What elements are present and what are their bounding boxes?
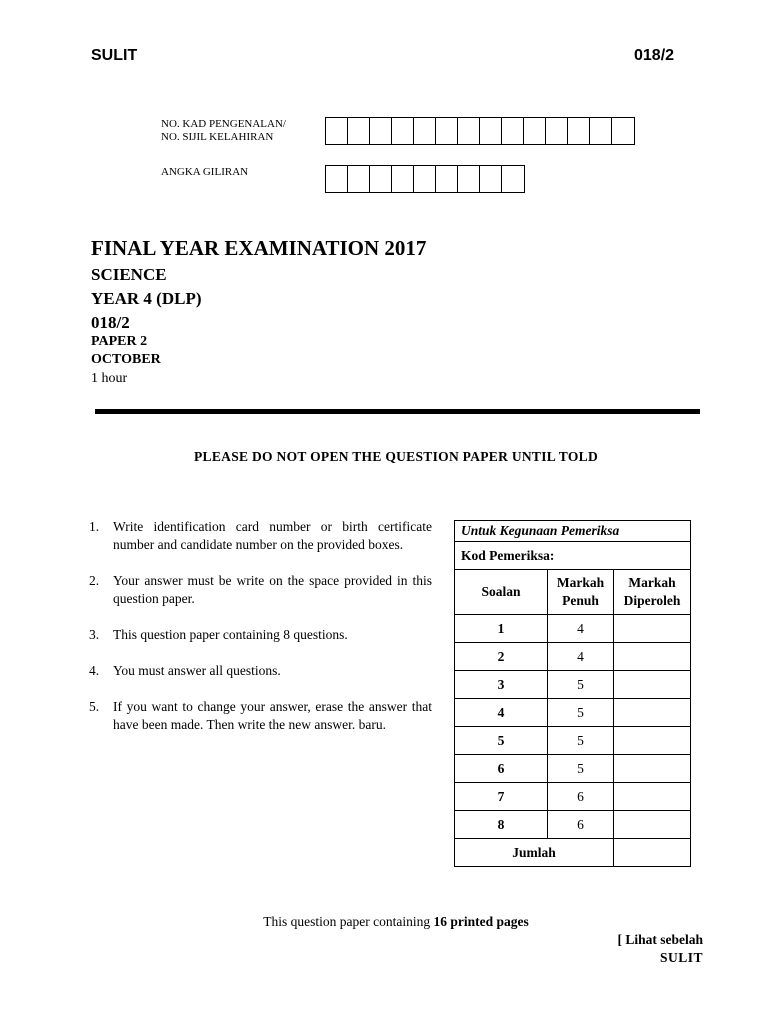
ic-digit-box[interactable] xyxy=(568,118,590,144)
ic-digit-box[interactable] xyxy=(436,118,458,144)
question-number-cell: 6 xyxy=(455,755,548,783)
full-marks-cell: 5 xyxy=(548,699,614,727)
ic-digit-box[interactable] xyxy=(546,118,568,144)
full-marks-cell: 6 xyxy=(548,783,614,811)
table-row xyxy=(455,727,691,755)
question-number-cell: 1 xyxy=(455,615,548,643)
turn-over-note: [ Lihat sebelah xyxy=(617,932,703,947)
candidate-digit-box[interactable] xyxy=(436,166,458,192)
candidate-digit-box[interactable] xyxy=(326,166,348,192)
table-row xyxy=(455,755,691,783)
marks-obtained-cell[interactable] xyxy=(614,727,691,755)
full-marks-cell: 4 xyxy=(548,615,614,643)
examiner-marks-table xyxy=(454,520,691,867)
classification-header: SULIT xyxy=(91,47,138,64)
candidate-digit-box[interactable] xyxy=(414,166,436,192)
marks-obtained-cell[interactable] xyxy=(614,811,691,839)
question-number-cell: 7 xyxy=(455,783,548,811)
marks-rows xyxy=(455,615,691,839)
table-row xyxy=(455,671,691,699)
total-marks-cell[interactable] xyxy=(614,839,691,867)
instruction-number: 2. xyxy=(89,573,100,588)
instruction-number: 3. xyxy=(89,627,100,642)
full-marks-cell: 6 xyxy=(548,811,614,839)
instruction-text: This question paper containing 8 questions. xyxy=(113,627,348,642)
exam-title: FINAL YEAR EXAMINATION 2017 xyxy=(91,236,427,260)
candidate-digit-box[interactable] xyxy=(370,166,392,192)
ic-digit-box[interactable] xyxy=(590,118,612,144)
instruction-item xyxy=(89,698,432,734)
full-marks-cell: 5 xyxy=(548,727,614,755)
table-row xyxy=(455,643,691,671)
full-marks-cell: 4 xyxy=(548,643,614,671)
warning-notice: PLEASE DO NOT OPEN THE QUESTION PAPER UNTIL TOLD xyxy=(194,449,598,464)
ic-digit-box[interactable] xyxy=(348,118,370,144)
column-header-full-marks: Markah Penuh xyxy=(548,570,614,615)
instruction-item xyxy=(89,626,432,644)
question-number-cell: 5 xyxy=(455,727,548,755)
ic-digit-box[interactable] xyxy=(326,118,348,144)
full-marks-cell: 5 xyxy=(548,671,614,699)
divider-rule xyxy=(95,409,700,414)
table-row xyxy=(455,699,691,727)
examiner-code-label: Kod Pemeriksa: xyxy=(455,542,691,570)
candidate-digit-box[interactable] xyxy=(502,166,524,192)
exam-duration: 1 hour xyxy=(91,371,128,386)
marks-obtained-cell[interactable] xyxy=(614,699,691,727)
question-number-cell: 8 xyxy=(455,811,548,839)
instruction-item xyxy=(89,518,432,554)
ic-digit-box[interactable] xyxy=(502,118,524,144)
subject-title: SCIENCE xyxy=(91,265,167,284)
table-row xyxy=(455,811,691,839)
total-label: Jumlah xyxy=(455,839,614,867)
instructions-list xyxy=(89,518,432,752)
ic-digit-box[interactable] xyxy=(458,118,480,144)
table-row xyxy=(455,783,691,811)
examiner-heading: Untuk Kegunaan Pemeriksa xyxy=(455,521,691,542)
table-row xyxy=(455,615,691,643)
instruction-text: If you want to change your answer, erase the answer that have been made. Then write the new answer. baru. xyxy=(113,699,432,732)
ic-digit-box[interactable] xyxy=(612,118,634,144)
marks-obtained-cell[interactable] xyxy=(614,755,691,783)
ic-digit-box[interactable] xyxy=(480,118,502,144)
question-number-cell: 3 xyxy=(455,671,548,699)
instruction-text: Your answer must be write on the space provided in this question paper. xyxy=(113,573,432,606)
instruction-number: 4. xyxy=(89,663,100,678)
ic-digit-box[interactable] xyxy=(414,118,436,144)
paper-number: PAPER 2 xyxy=(91,334,148,349)
full-marks-cell: 5 xyxy=(548,755,614,783)
candidate-number-label: ANGKA GILIRAN xyxy=(161,166,249,178)
marks-obtained-cell[interactable] xyxy=(614,643,691,671)
question-number-cell: 4 xyxy=(455,699,548,727)
candidate-digit-box[interactable] xyxy=(458,166,480,192)
ic-digit-box[interactable] xyxy=(524,118,546,144)
instruction-number: 1. xyxy=(89,519,100,534)
candidate-digit-box[interactable] xyxy=(348,166,370,192)
ic-digit-box[interactable] xyxy=(392,118,414,144)
candidate-digit-box[interactable] xyxy=(480,166,502,192)
page-count-note: This question paper containing 16 printed pages xyxy=(263,914,529,929)
ic-number-label: NO. KAD PENGENALAN/ NO. SIJIL KELAHIRAN xyxy=(161,118,286,143)
question-number-cell: 2 xyxy=(455,643,548,671)
marks-obtained-cell[interactable] xyxy=(614,671,691,699)
column-header-marks-obtained: Markah Diperoleh xyxy=(614,570,691,615)
column-header-question: Soalan xyxy=(455,570,548,615)
candidate-digit-box[interactable] xyxy=(392,166,414,192)
exam-month: OCTOBER xyxy=(91,352,161,367)
marks-obtained-cell[interactable] xyxy=(614,615,691,643)
paper-code-header: 018/2 xyxy=(634,47,675,64)
classification-footer: SULIT xyxy=(659,950,703,965)
ic-number-boxes[interactable] xyxy=(325,117,635,145)
marks-obtained-cell[interactable] xyxy=(614,783,691,811)
paper-code: 018/2 xyxy=(91,313,130,332)
ic-digit-box[interactable] xyxy=(370,118,392,144)
year-title: YEAR 4 (DLP) xyxy=(91,289,202,308)
candidate-number-boxes[interactable] xyxy=(325,165,525,193)
instruction-item xyxy=(89,572,432,608)
instruction-number: 5. xyxy=(89,699,100,714)
instruction-text: Write identification card number or birth certificate number and candidate number on the provided boxes. xyxy=(113,519,432,552)
instruction-text: You must answer all questions. xyxy=(113,663,281,678)
instruction-item xyxy=(89,662,432,680)
